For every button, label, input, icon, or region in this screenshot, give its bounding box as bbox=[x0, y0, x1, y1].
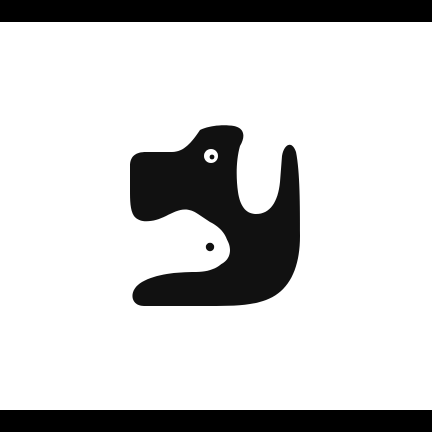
pet-logo bbox=[0, 22, 432, 410]
dog-pupil bbox=[210, 155, 215, 160]
letterbox-bottom bbox=[0, 410, 432, 432]
cat-eye-icon bbox=[206, 243, 214, 251]
canvas bbox=[0, 22, 432, 410]
letterbox-top bbox=[0, 0, 432, 22]
